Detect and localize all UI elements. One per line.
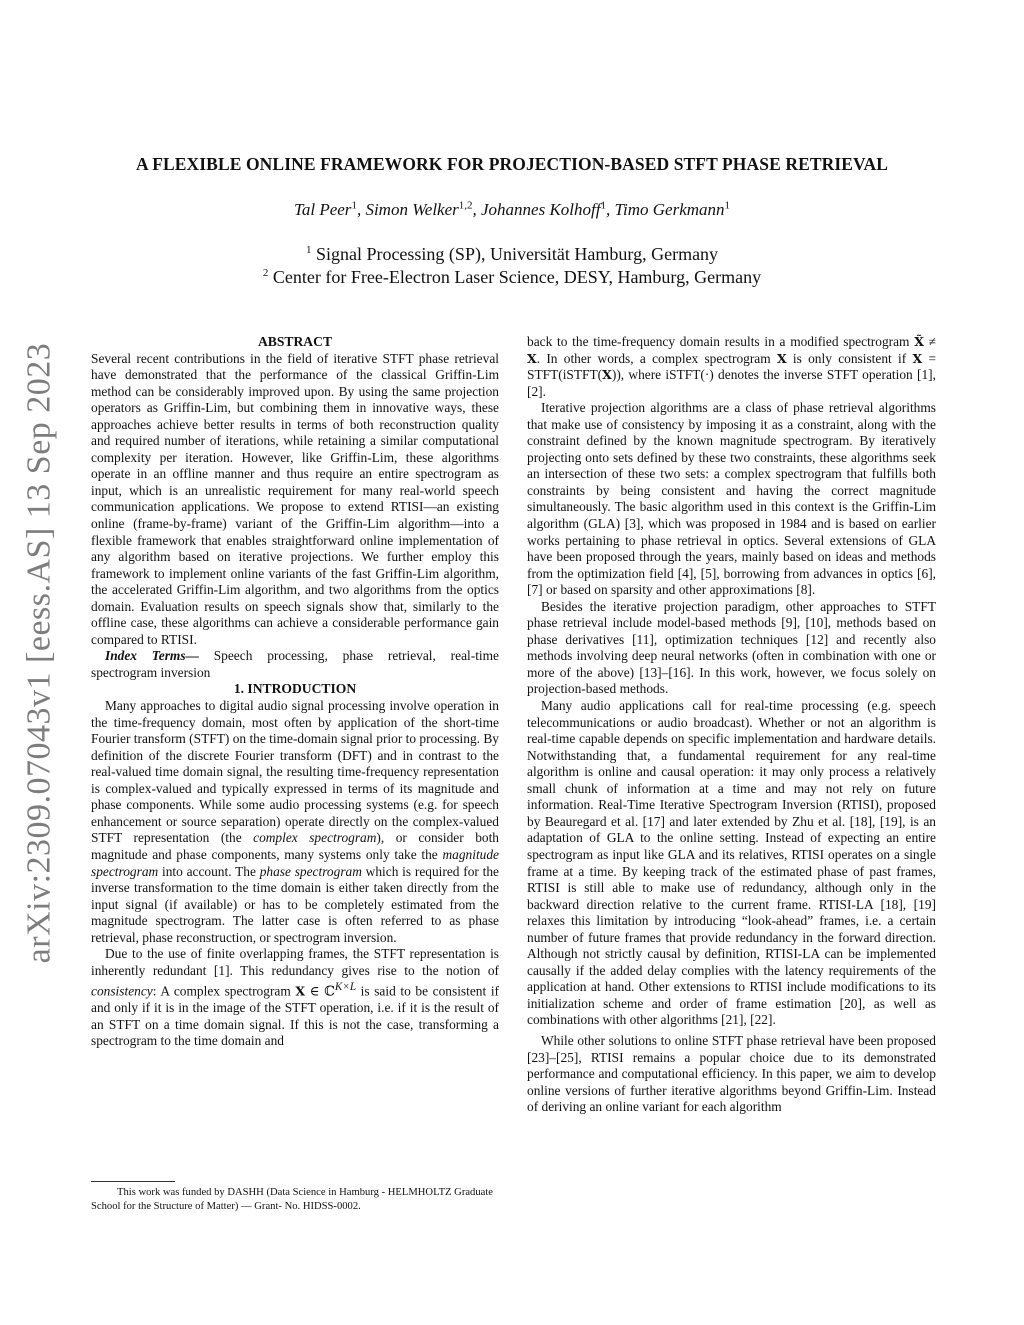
section-heading: 1. INTRODUCTION bbox=[233, 681, 357, 697]
footnote-rule bbox=[91, 1181, 175, 1182]
author-list bbox=[60, 199, 964, 220]
author: Timo Gerkmann$^1$ bbox=[614, 199, 731, 219]
author: Simon Welker$^{1,2}$, bbox=[365, 199, 482, 219]
right-column bbox=[527, 334, 936, 1116]
author: Tal Peer$^1$, bbox=[293, 199, 366, 219]
arxiv-id-text: arXiv:2309.07043v1 [eess.AS] 13 Sep 2023 bbox=[20, 342, 57, 963]
paragraph: Many approaches to digital audio signal processing involve operation in the time-frequency domain, most often by application of the short-time Fourier transform (STFT) on the time-domain signal prior to processing. By definition of the discrete Fourier transform (DFT) and in contrast to the real-valued time domain signal, the resulting time-frequency representation is complex-valued and typically expressed in terms of its magnitude and phase components. While some audio processing systems (e.g. for speech enhancement or source separation) operate directly on the complex-valued STFT representation (the complex spectrogram), or consider both magnitude and phase components, many systems only take the magnitude spectrogram into account. The phase spectrogram which is required for the inverse transformation to the time domain is either taken directly from the input signal (if available) or has to be completely estimated from the magnitude spectrogram. The latter case is often referred to as phase retrieval, phase reconstruction, or spectrogram inversion. bbox=[91, 698, 499, 945]
index-terms: Index Terms— Speech processing, phase retrieval, real-time spectrogram inversion bbox=[91, 648, 499, 680]
footnote: This work was funded by DASHH (Data Science in Hamburg - HELMHOLTZ Graduate School for the Structure of Matter) — Grant- No. HIDSS-0002. bbox=[91, 1187, 493, 1212]
paragraph: Besides the iterative projection paradigm, other approaches to STFT phase retrieval include model-based methods [9], [10], methods based on phase derivatives [11], optimization techniques [12] and recently also methods involving deep neural networks (often in combination with one or more of the above) [13]–[16]. In this work, however, we focus solely on projection-based methods. bbox=[527, 598, 936, 697]
paragraph: While other solutions to online STFT phase retrieval have been proposed [23]–[25], RTISI remains a popular choice due to its demonstrated performance and computational efficiency. In this paper, we aim to develop online versions of further iterative algorithms beyond Griffin-Lim. Instead of deriving an online variant for each algorithm bbox=[527, 1032, 936, 1115]
paragraph: Many audio applications call for real-time processing (e.g. speech telecommunications or audio broadcast). Whether or not an algorithm is real-time capable depends on specific implementation and hardware details. Notwithstanding that, a fundamental requirement for any real-time algorithm is online and causal operation: it may only process a relatively small chunk of information at a time and may not rely on future information. Real-Time Iterative Spectrogram Inversion (RTISI), proposed by Beauregard et al. [17] and later extended by Zhu et al. [18], [19], is an adaptation of GLA to the online setting. Instead of expecting an entire spectrogram as input like GLA and its relatives, RTISI operates on a single frame at a time. By keeping track of the estimated phase of past frames, RTISI is still able to make use of redundancy, although only in the backward direction relative to the current frame. RTISI-LA [18], [19] relaxes this limitation by introducing “look-ahead” frames, i.e. a certain number of future frames that provide redundancy in the forward direction. Although not strictly causal by definition, RTISI-LA can be implemented causally if the added delay complies with the latency requirements of the application at hand. Other extensions to RTISI include modifications to its initialization scheme and order of frame estimation [20], as well as combinations with other algorithms [21], [22]. bbox=[527, 698, 936, 1028]
paper-title: A FLEXIBLE ONLINE FRAMEWORK FOR PROJECTION-BASED STFT PHASE RETRIEVAL bbox=[135, 154, 889, 174]
paragraph: Due to the use of finite overlapping frames, the STFT representation is inherently redundant [1]. This redundancy gives rise to the notion of consistency: A complex spectrogram X ∈ ℂ$^{K\times L}$ is said to be consistent if and only if it is in the image of the STFT operation, i.e. if it is the result of an STFT on a time domain signal. If this is not the case, transforming a spectrogram to the time domain and bbox=[91, 946, 500, 1049]
arxiv-watermark bbox=[16, 342, 62, 963]
affiliation: $^1$ Signal Processing (SP), Universität Hamburg, Germany bbox=[305, 244, 719, 264]
left-column bbox=[91, 334, 499, 1050]
affiliation: $^2$ Center for Free-Electron Laser Science, DESY, Hamburg, Germany bbox=[262, 267, 762, 287]
paragraph: back to the time-frequency domain results in a modified spectrogram X̃ ≠ X. In other words, a complex spectrogram X is only consistent if X = STFT(iSTFT(X)), where iSTFT(·) denotes the inverse STFT operation [1], [2]. bbox=[527, 334, 936, 399]
abstract-heading: ABSTRACT bbox=[257, 334, 333, 349]
author: Johannes Kolhoff$^1$, bbox=[481, 199, 615, 219]
paragraph: Iterative projection algorithms are a class of phase retrieval algorithms that make use of consistency by imposing it as a constraint, along with the constraint defined by the known magnitude spectrogram. By iteratively projecting onto sets defined by these two constraints, these algorithms seek an intersection of these two sets: a complex spectrogram that fulfills both constraints by being consistent and having the correct magnitude simultaneously. The basic algorithm used in this context is the Griffin-Lim algorithm (GLA) [3], which was proposed in 1984 and is based on earlier works pertaining to phase retrieval in optics. Several extensions of GLA have been proposed through the years, mainly based on ideas and methods from the optimization field [4], [5], borrowing from advances in optics [6], [7] or based on sparsity and other approximations [8]. bbox=[527, 400, 936, 598]
abstract-text: Several recent contributions in the field of iterative STFT phase retrieval have demonstrated that the performance of the classical Griffin-Lim method can be considerably improved upon. By using the same projection operators as Griffin-Lim, but combining them in innovative ways, these approaches achieve better results in terms of both reconstruction quality and required number of iterations, while retaining a similar computational complexity per iteration. However, like Griffin-Lim, these algorithms operate in an offline manner and thus require an entire spectrogram as input, which is an unrealistic requirement for many real-world speech communication applications. We propose to extend RTISI—an existing online (frame-by-frame) variant of the Griffin-Lim algorithm—into a flexible framework that enables straightforward online implementation of any algorithm based on iterative projections. We further employ this framework to implement online variants of the fast Griffin-Lim algorithm, the accelerated Griffin-Lim algorithm, and two algorithms from the optics domain. Evaluation results on speech signals show that, similarly to the offline case, these algorithms can achieve a considerable performance gain compared to RTISI. bbox=[91, 350, 499, 647]
